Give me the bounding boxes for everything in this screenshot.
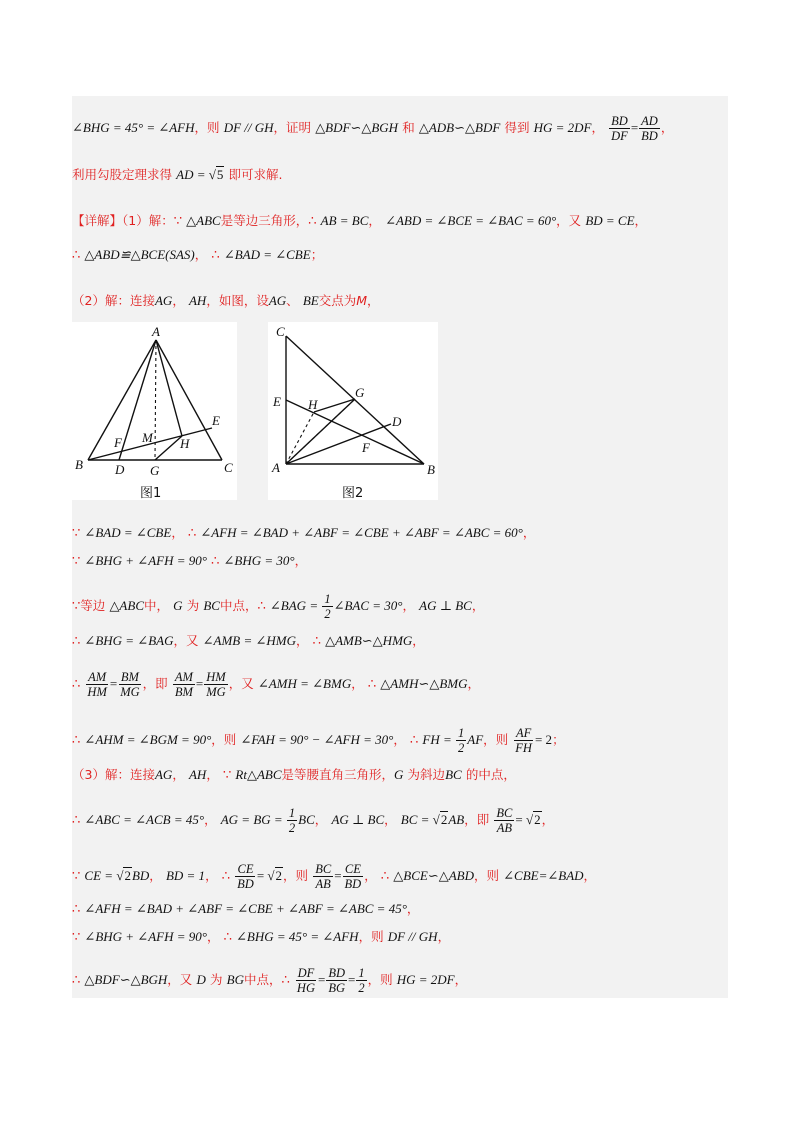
math: ∠AMH = ∠BMG bbox=[257, 676, 352, 691]
therefore-symbol: ∴ bbox=[72, 634, 81, 649]
text: （3）解：连接 bbox=[72, 767, 155, 782]
label-E: E bbox=[212, 413, 220, 428]
label-A: A bbox=[152, 324, 160, 339]
figure-2 bbox=[268, 322, 438, 500]
because-symbol: ∵ bbox=[72, 599, 81, 614]
math: AH bbox=[188, 767, 207, 782]
solution-line-7 bbox=[72, 552, 307, 571]
math: M bbox=[356, 293, 368, 308]
fraction: $\frac{DF}{HG}$ bbox=[296, 966, 315, 995]
text: ， bbox=[522, 525, 536, 540]
math: ∠FAH = 90° − ∠AFH = 30° bbox=[240, 732, 394, 747]
math: G bbox=[394, 767, 404, 782]
math: △AMB∽△HMG bbox=[325, 633, 413, 648]
text: ， bbox=[206, 929, 220, 944]
label-D: D bbox=[392, 414, 402, 429]
therefore-symbol: ∴ bbox=[187, 526, 197, 541]
fraction: $\frac{1}{2}$ bbox=[324, 592, 331, 621]
math: AG bbox=[154, 293, 173, 308]
because-symbol: ∵ bbox=[72, 526, 81, 541]
math: BD bbox=[131, 868, 150, 883]
label-A: A bbox=[272, 460, 280, 475]
solution-line-13: ∴ ∠ABC = ∠ACB = 45°， AG = BG = $\frac{1}{2}$ BC， AG ⊥ BC， BC = √2AB，即 $\frac{BC}{AB}$ = √2， bbox=[72, 806, 555, 835]
figure-1-caption: 图1 bbox=[140, 486, 162, 501]
math: ∠BHG = 45° = ∠AFH bbox=[236, 929, 359, 944]
text: 为斜边 bbox=[407, 767, 446, 782]
because-symbol: ∵ bbox=[72, 554, 81, 569]
therefore-symbol: ∴ bbox=[211, 248, 220, 263]
therefore-symbol: ∴ bbox=[72, 677, 81, 692]
text: 中， bbox=[144, 598, 170, 613]
fraction: $\frac{BC}{AB}$ bbox=[315, 862, 332, 891]
math: = bbox=[334, 868, 342, 883]
text: 的中点， bbox=[465, 767, 516, 782]
label-G: G bbox=[355, 385, 365, 400]
text: ； bbox=[552, 732, 565, 747]
label-C: C bbox=[224, 460, 233, 475]
math: 2 bbox=[124, 868, 131, 883]
math: BG bbox=[226, 972, 244, 987]
text: ，即 bbox=[142, 676, 168, 691]
fraction: $\frac{AD}{BD}$ bbox=[641, 114, 658, 143]
math: AG ⊥ BC bbox=[331, 812, 385, 827]
math: AB = BC bbox=[320, 213, 369, 228]
label-E: E bbox=[273, 394, 281, 409]
math: ∠ABC = ∠ACB = 45° bbox=[84, 812, 205, 827]
fraction: $\frac{1}{2}$ bbox=[358, 966, 365, 995]
label-B: B bbox=[427, 462, 435, 477]
label-D: D bbox=[115, 462, 125, 477]
solution-line-8 bbox=[72, 592, 484, 621]
text: ， bbox=[351, 676, 364, 691]
text: 、 bbox=[286, 293, 299, 308]
text: 即可求解. bbox=[228, 167, 283, 182]
text: ， bbox=[296, 633, 309, 648]
solution-line-10 bbox=[72, 670, 480, 699]
because-symbol: ∵ bbox=[72, 869, 81, 884]
math: ∠ABD = ∠BCE = ∠BAC = 60° bbox=[385, 213, 557, 228]
therefore-symbol: ∴ bbox=[211, 554, 220, 569]
math: AG bbox=[268, 293, 287, 308]
math: ∠BHG + ∠AFH = 90° bbox=[84, 929, 207, 944]
text: 【详解】（1）解： bbox=[72, 213, 174, 228]
text: ， bbox=[294, 553, 308, 568]
math: AF bbox=[467, 732, 484, 747]
text: ，则 bbox=[474, 868, 500, 883]
therefore-symbol: ∴ bbox=[281, 973, 290, 988]
text: ， bbox=[660, 120, 674, 135]
math: BD = CE bbox=[585, 213, 635, 228]
fraction: $\frac{CE}{BD}$ bbox=[237, 862, 254, 891]
solution-line-5 bbox=[72, 292, 380, 311]
because-symbol: ∵ bbox=[72, 930, 81, 945]
text: ，则 bbox=[283, 868, 309, 883]
text: ，则 bbox=[483, 732, 509, 747]
text: ， bbox=[314, 812, 328, 827]
text: ，则 bbox=[358, 929, 384, 944]
math: ∠BAD = ∠CBE bbox=[223, 247, 311, 262]
math: ∠BAD = ∠CBE bbox=[84, 525, 172, 540]
fraction: $\frac{BD}{BG}$ bbox=[328, 966, 345, 995]
math: BC bbox=[203, 598, 220, 613]
fraction: $\frac{AM}{HM}$ bbox=[87, 670, 107, 699]
text: ， bbox=[437, 929, 451, 944]
therefore-symbol: ∴ bbox=[257, 599, 266, 614]
fraction: $\frac{HM}{MG}$ bbox=[206, 670, 226, 699]
math: DF // GH bbox=[387, 929, 438, 944]
math: △BCE∽△ABD bbox=[393, 868, 474, 883]
math: ∠AFH = ∠BAD + ∠ABF = ∠CBE + ∠ABF = ∠ABC = 45° bbox=[84, 901, 407, 916]
text: ，又 bbox=[167, 972, 193, 987]
math: FH = bbox=[422, 732, 455, 747]
text: 中点， bbox=[243, 972, 282, 987]
math: ∠AFH = ∠BAD + ∠ABF = ∠CBE + ∠ABF = ∠ABC = 60° bbox=[200, 525, 523, 540]
solution-line-12 bbox=[72, 766, 516, 785]
text: ， bbox=[412, 633, 425, 648]
solution-line-17 bbox=[72, 966, 467, 995]
solution-line-14: ∵ CE = √2BD， BD = 1， ∴ $\frac{CE}{BD}$ = √2，则 $\frac{BC}{AB}$ = $\frac{CE}{BD}$ ， ∴ △BCE∽△ABD，则 ∠CBE=∠BAD， bbox=[72, 862, 597, 891]
because-symbol: ∵ bbox=[222, 768, 232, 783]
label-C: C bbox=[276, 324, 285, 339]
text: ， bbox=[541, 812, 555, 827]
math: D bbox=[196, 972, 206, 987]
math: BC = bbox=[400, 812, 433, 827]
math: 5 bbox=[216, 167, 224, 182]
text: ， bbox=[149, 868, 162, 883]
text: ， bbox=[406, 901, 420, 916]
text: ， bbox=[172, 293, 185, 308]
therefore-symbol: ∴ bbox=[312, 634, 321, 649]
fraction: $\frac{1}{2}$ bbox=[458, 726, 465, 755]
figure-2-drawing bbox=[268, 322, 438, 500]
text: 是等腰直角三角形， bbox=[281, 767, 395, 782]
math: △ABD≌△BCE(SAS) bbox=[84, 247, 195, 262]
math: △ABC bbox=[109, 598, 144, 613]
therefore-symbol: ∴ bbox=[308, 214, 317, 229]
math: = bbox=[348, 972, 356, 987]
math: CE = bbox=[84, 868, 117, 883]
math: = bbox=[630, 120, 639, 135]
therefore-symbol: ∴ bbox=[221, 869, 230, 884]
text: ，则 bbox=[367, 972, 393, 987]
text: ； bbox=[310, 247, 324, 262]
therefore-symbol: ∴ bbox=[409, 733, 419, 748]
label-F: F bbox=[114, 435, 122, 450]
math: △BDF∽△BGH bbox=[315, 120, 399, 135]
solution-line-3 bbox=[72, 212, 647, 231]
fraction: $\frac{BM}{MG}$ bbox=[120, 670, 140, 699]
text: 交点为 bbox=[318, 293, 357, 308]
text: 为 bbox=[209, 972, 223, 987]
math: BD = 1 bbox=[165, 868, 206, 883]
math: HG = 2DF bbox=[396, 972, 455, 987]
math: BE bbox=[302, 293, 319, 308]
text: ， bbox=[393, 732, 406, 747]
fraction: $\frac{CE}{BD}$ bbox=[344, 862, 362, 891]
text: 中点， bbox=[219, 598, 258, 613]
math: 2 bbox=[440, 812, 448, 827]
text: ， bbox=[194, 247, 208, 262]
solution-line-4 bbox=[72, 246, 323, 265]
math: ∠AMB = ∠HMG bbox=[202, 633, 296, 648]
therefore-symbol: ∴ bbox=[72, 248, 81, 263]
text: ，即 bbox=[464, 812, 490, 827]
text: ， bbox=[172, 767, 185, 782]
therefore-symbol: ∴ bbox=[72, 902, 81, 917]
math: = bbox=[195, 676, 204, 691]
math: AG = BG = bbox=[220, 812, 286, 827]
text: ，又 bbox=[556, 213, 582, 228]
text: ，证明 bbox=[273, 120, 312, 135]
fraction: $\frac{BD}{DF}$ bbox=[611, 114, 628, 143]
label-B: B bbox=[75, 457, 83, 472]
text: （2）解：连接 bbox=[72, 293, 155, 308]
text: ， bbox=[206, 767, 219, 782]
math: AB bbox=[448, 812, 465, 827]
therefore-symbol: ∴ bbox=[72, 973, 81, 988]
text: ， bbox=[402, 598, 416, 613]
fraction: $\frac{AF}{FH}$ bbox=[515, 726, 532, 755]
text: ， bbox=[205, 868, 218, 883]
text: ， bbox=[384, 812, 397, 827]
math: AH bbox=[188, 293, 207, 308]
math: DF // GH bbox=[223, 120, 274, 135]
math: = bbox=[109, 676, 118, 691]
text: ， bbox=[454, 972, 468, 987]
text: ，则 bbox=[211, 732, 237, 747]
figure-2-caption: 图2 bbox=[342, 486, 364, 501]
math: ∠BAG = bbox=[269, 598, 322, 613]
math: 2 bbox=[275, 868, 283, 883]
math: G bbox=[173, 598, 183, 613]
text: 利用勾股定理求得 bbox=[72, 167, 173, 182]
solution-panel bbox=[72, 96, 728, 998]
math: △ABC bbox=[186, 213, 221, 228]
text: ， bbox=[204, 812, 217, 827]
text: 是等边三角形， bbox=[220, 213, 309, 228]
solution-line-16 bbox=[72, 928, 450, 947]
text: ， bbox=[634, 213, 648, 228]
text: ，如图，设 bbox=[206, 293, 269, 308]
math: ∠CBE=∠BAD bbox=[503, 868, 584, 883]
therefore-symbol: ∴ bbox=[367, 677, 377, 692]
text: ， bbox=[364, 868, 377, 883]
text: ， bbox=[471, 598, 485, 613]
text: ， bbox=[368, 213, 381, 228]
solution-line-6 bbox=[72, 524, 535, 543]
math: BC bbox=[298, 812, 315, 827]
fraction: $\frac{1}{2}$ bbox=[288, 806, 296, 835]
text: ， bbox=[467, 676, 481, 691]
solution-line-15 bbox=[72, 900, 419, 919]
fraction: $\frac{BC}{AB}$ bbox=[496, 806, 513, 835]
text: ， bbox=[591, 120, 604, 135]
label-G: G bbox=[150, 463, 160, 478]
therefore-symbol: ∴ bbox=[72, 733, 81, 748]
therefore-symbol: ∴ bbox=[72, 813, 81, 828]
text: ，又 bbox=[173, 633, 199, 648]
math: ∠BHG = 30° bbox=[223, 553, 295, 568]
math: ∠BHG = ∠BAG bbox=[84, 633, 174, 648]
label-H: H bbox=[308, 397, 318, 412]
math: AG bbox=[154, 767, 173, 782]
math: ∠BHG = 45° = ∠AFH bbox=[72, 120, 195, 135]
label-F: F bbox=[362, 440, 370, 455]
text: 和 bbox=[402, 120, 415, 135]
math: AG ⊥ BC bbox=[419, 598, 472, 613]
figure-1 bbox=[72, 322, 237, 500]
solution-line-1 bbox=[72, 114, 673, 143]
text: ， bbox=[367, 293, 380, 308]
solution-line-2: 利用勾股定理求得 AD = √5 即可求解. bbox=[72, 167, 283, 182]
math: = bbox=[515, 812, 526, 827]
text: 得到 bbox=[504, 120, 530, 135]
text: 等边 bbox=[80, 598, 106, 613]
math: 2 bbox=[534, 812, 541, 827]
figure-1-drawing bbox=[72, 322, 237, 500]
math: ∠BAC = 30° bbox=[333, 598, 403, 613]
math: = 2 bbox=[534, 732, 553, 747]
math: AD = bbox=[176, 167, 209, 182]
math: ∠BHG + ∠AFH = 90° bbox=[84, 553, 207, 568]
math: △ADB∽△BDF bbox=[418, 120, 501, 135]
text: ，又 bbox=[228, 676, 254, 691]
math: BC bbox=[445, 767, 462, 782]
text: ， bbox=[583, 868, 597, 883]
math: ∠AHM = ∠BGM = 90° bbox=[84, 732, 212, 747]
math: = bbox=[256, 868, 268, 883]
because-symbol: ∵ bbox=[173, 214, 182, 229]
label-M: M bbox=[142, 430, 153, 445]
therefore-symbol: ∴ bbox=[223, 930, 232, 945]
math: △AMH∽△BMG bbox=[380, 676, 468, 691]
solution-line-11 bbox=[72, 726, 565, 755]
math: △BDF∽△BGH bbox=[84, 972, 168, 987]
text: ， bbox=[171, 525, 184, 540]
therefore-symbol: ∴ bbox=[380, 869, 390, 884]
solution-line-9 bbox=[72, 632, 425, 651]
fraction: $\frac{AM}{BM}$ bbox=[174, 670, 193, 699]
math: Rt△ABC bbox=[235, 767, 282, 782]
label-H: H bbox=[180, 436, 190, 451]
text: ，则 bbox=[194, 120, 220, 135]
text: 为 bbox=[186, 598, 200, 613]
math: = bbox=[317, 972, 326, 987]
math: HG = 2DF bbox=[533, 120, 592, 135]
